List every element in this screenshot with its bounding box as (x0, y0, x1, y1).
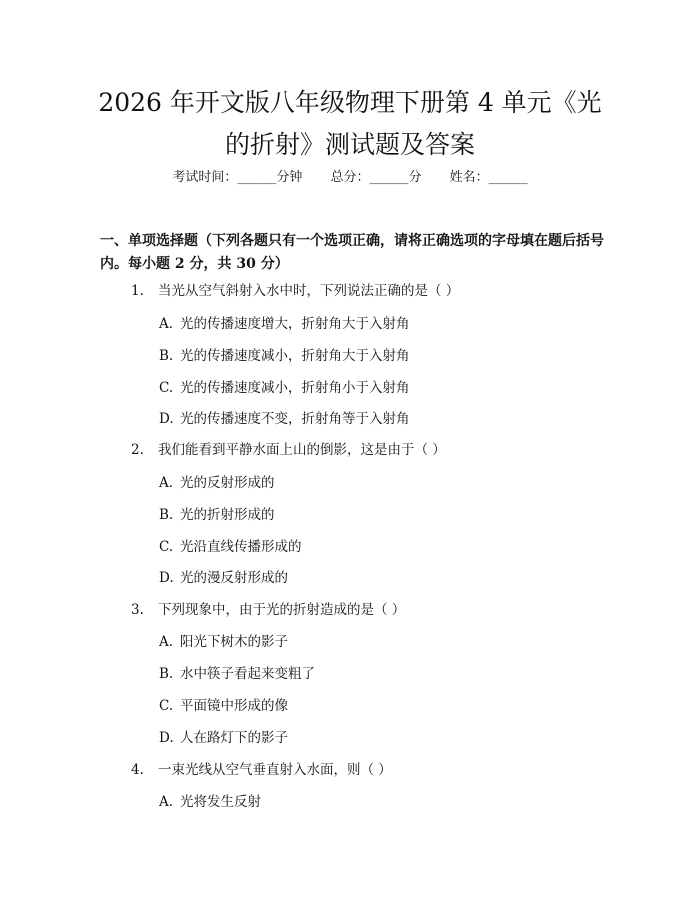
option-1a (159, 315, 410, 333)
question-text: 一束光线从空气垂直射入水面，则（ ） (158, 762, 392, 778)
option-text: 光的反射形成的 (180, 475, 275, 491)
option-text: 光的传播速度减小，折射角大于入射角 (180, 348, 410, 364)
option-3d (159, 729, 288, 747)
option-letter: B. (159, 507, 174, 523)
option-letter: B. (159, 348, 174, 364)
option-3b (159, 665, 315, 683)
option-text: 平面镜中形成的像 (180, 698, 288, 714)
option-3c (159, 697, 288, 715)
option-text: 人在路灯下的影子 (180, 730, 288, 746)
option-letter: C. (159, 380, 174, 396)
option-4a (159, 793, 261, 811)
question-number: 2. (131, 442, 144, 458)
question-2 (131, 441, 446, 459)
question-number: 3. (131, 602, 144, 618)
exam-time-label: 考试时间：______分钟 (172, 170, 303, 185)
option-2d (159, 569, 288, 587)
question-text: 我们能看到平静水面上山的倒影，这是由于（ ） (158, 442, 446, 458)
option-text: 光将发生反射 (180, 794, 261, 810)
student-name-label: 姓名：______ (449, 170, 528, 185)
option-letter: D. (159, 730, 174, 746)
option-2c (159, 538, 302, 556)
question-number: 1. (131, 283, 144, 299)
option-letter: C. (159, 539, 174, 555)
option-text: 光的传播速度减小，折射角小于入射角 (180, 380, 410, 396)
option-letter: A. (159, 794, 174, 810)
question-4 (131, 761, 392, 779)
option-text: 阳光下树木的影子 (180, 634, 288, 650)
question-text: 下列现象中，由于光的折射造成的是（ ） (158, 602, 406, 618)
option-1d (159, 410, 410, 428)
option-text: 光的折射形成的 (180, 507, 275, 523)
option-letter: D. (159, 411, 174, 427)
option-letter: A. (159, 634, 174, 650)
option-2a (159, 474, 275, 492)
question-number: 4. (131, 762, 144, 778)
exam-info-line (0, 168, 700, 188)
option-text: 光沿直线传播形成的 (180, 539, 302, 555)
option-text: 光的传播速度增大，折射角大于入射角 (180, 316, 410, 332)
question-1 (131, 282, 459, 300)
option-letter: A. (159, 316, 174, 332)
document-title: 2026 年开文版八年级物理下册第 4 单元《光的折射》测试题及答案 (98, 88, 602, 159)
option-text: 光的传播速度不变，折射角等于入射角 (180, 411, 410, 427)
option-3a (159, 633, 288, 651)
option-1b (159, 347, 410, 365)
total-score-label: 总分：______分 (330, 170, 422, 185)
option-text: 光的漫反射形成的 (180, 570, 288, 586)
option-2b (159, 506, 275, 524)
option-letter: B. (159, 666, 174, 682)
question-3 (131, 601, 405, 619)
option-text: 水中筷子看起来变粗了 (180, 666, 315, 682)
option-letter: D. (159, 570, 174, 586)
section-heading: 一、单项选择题（下列各题只有一个选项正确，请将正确选项的字母填在题后括号内。每小题 2 分，共 30 分） (100, 233, 604, 272)
option-letter: C. (159, 698, 174, 714)
option-1c (159, 379, 410, 397)
question-text: 当光从空气斜射入水中时，下列说法正确的是（ ） (158, 283, 460, 299)
option-letter: A. (159, 475, 174, 491)
